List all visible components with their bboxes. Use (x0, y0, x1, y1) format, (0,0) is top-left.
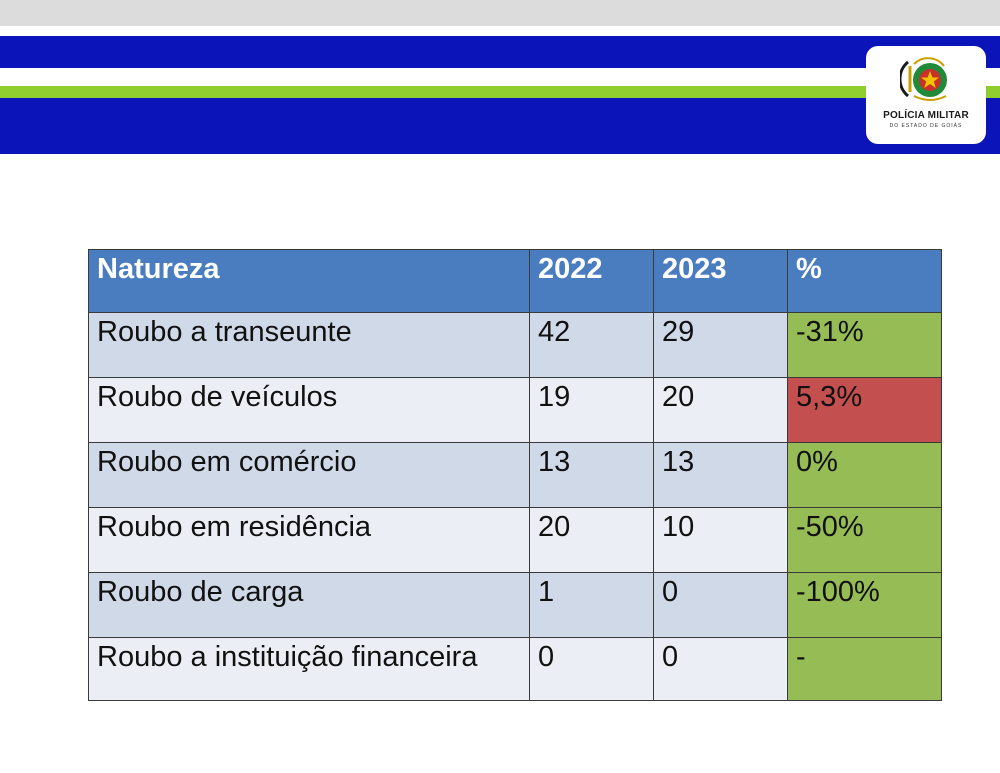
cell-natureza: Roubo de carga (89, 573, 530, 638)
cell-2022: 1 (530, 573, 654, 638)
cell-2022: 42 (530, 313, 654, 378)
cell-natureza: Roubo de veículos (89, 378, 530, 443)
cell-2022: 0 (530, 638, 654, 701)
table-row (89, 573, 942, 638)
cell-2023: 0 (654, 573, 788, 638)
cell-2023: 13 (654, 443, 788, 508)
column-header-2023: 2023 (654, 250, 788, 313)
cell-percent: -31% (788, 313, 942, 378)
cell-percent: 0% (788, 443, 942, 508)
logo-title: POLÍCIA MILITAR (883, 110, 969, 121)
police-emblem-icon (900, 52, 954, 106)
cell-percent: -100% (788, 573, 942, 638)
cell-natureza: Roubo a instituição financeira (89, 638, 530, 701)
cell-2022: 19 (530, 378, 654, 443)
cell-natureza: Roubo em residência (89, 508, 530, 573)
cell-percent: 5,3% (788, 378, 942, 443)
top-bar (0, 0, 1000, 26)
header-stripe-green (0, 86, 1000, 98)
header-stripe-blue-lower (0, 98, 1000, 154)
cell-2022: 20 (530, 508, 654, 573)
cell-2022: 13 (530, 443, 654, 508)
cell-2023: 20 (654, 378, 788, 443)
cell-natureza: Roubo a transeunte (89, 313, 530, 378)
column-header-natureza: Natureza (89, 250, 530, 313)
header-stripe-blue (0, 36, 1000, 68)
table-header-row (89, 250, 942, 313)
table-row (89, 443, 942, 508)
cell-2023: 29 (654, 313, 788, 378)
table-row (89, 638, 942, 701)
table-row (89, 378, 942, 443)
header-stripe-white (0, 68, 1000, 86)
cell-natureza: Roubo em comércio (89, 443, 530, 508)
cell-percent: -50% (788, 508, 942, 573)
cell-percent: - (788, 638, 942, 701)
table-row (89, 508, 942, 573)
cell-2023: 0 (654, 638, 788, 701)
column-header-2022: 2022 (530, 250, 654, 313)
pm-logo (866, 46, 986, 144)
table-row (89, 313, 942, 378)
column-header-percent: % (788, 250, 942, 313)
logo-subtitle: DO ESTADO DE GOIÁS (889, 123, 963, 129)
cell-2023: 10 (654, 508, 788, 573)
crime-statistics-table (88, 249, 942, 701)
